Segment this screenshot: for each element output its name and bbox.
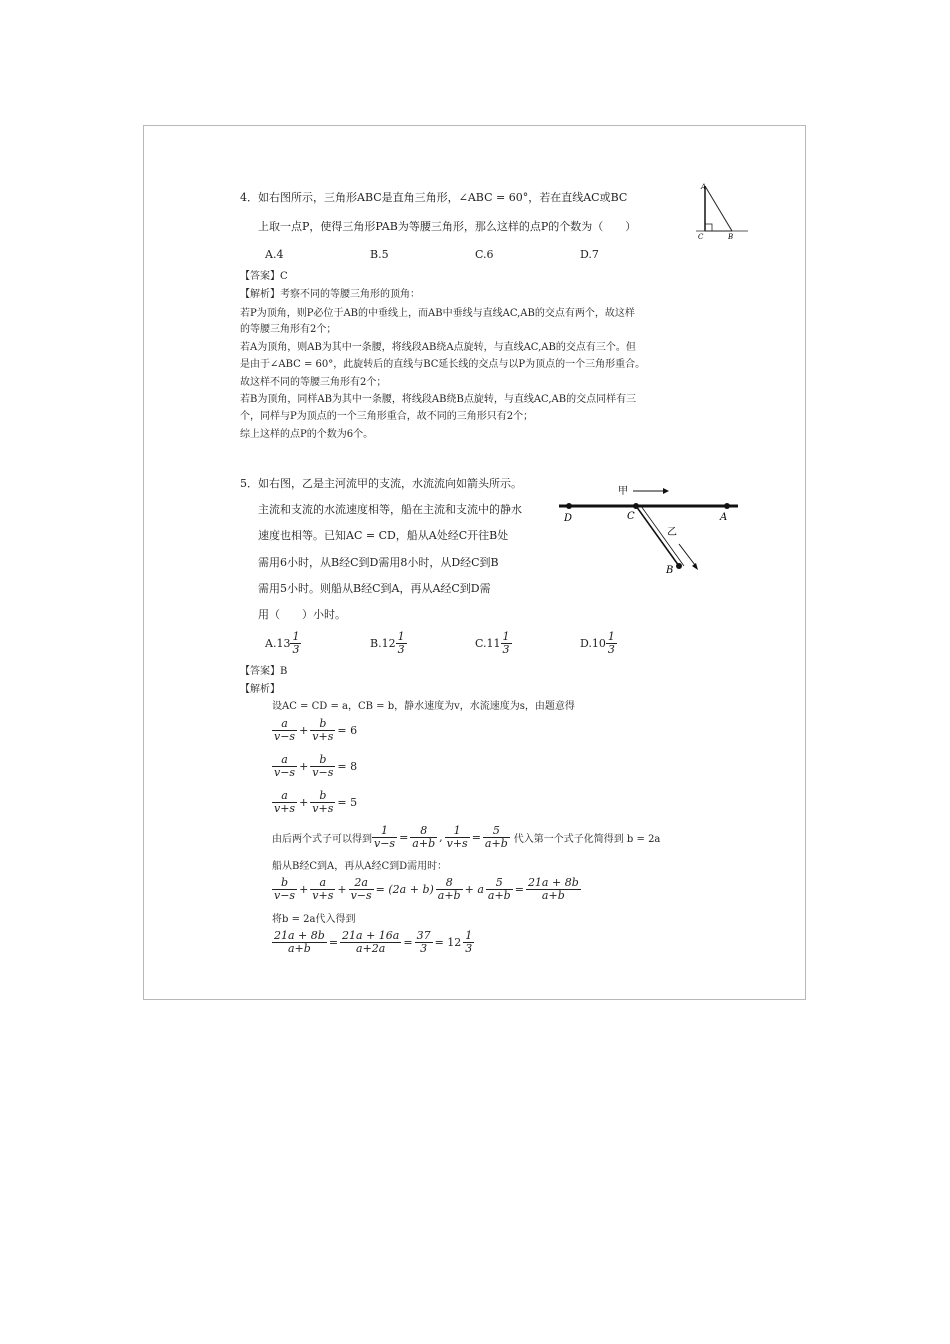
q5-label-c: C <box>627 511 635 522</box>
q5-river-figure <box>555 480 745 590</box>
q5-final-result: $\frac{21a + 8b}{a+b}$ = $\frac{21a + 16a}{a+2a}$ = $\frac{37}{3}$ = 12 $\frac{1}{3}$ <box>274 929 473 955</box>
q4-triangle-figure <box>692 183 752 241</box>
q4-label-b: B <box>728 233 734 241</box>
q4-analysis-6: 若B为顶角，同样AB为其中一条腰，将线段AB绕B点旋转，与直线AC,AB的交点同样有三 <box>240 394 637 405</box>
q4-analysis-4: 是由于∠ABC = 60°，此旋转后的直线与BC延长线的交点与以P为顶点的一个三角形重合。 <box>240 359 646 370</box>
q4-label-a: A <box>701 183 707 191</box>
q4-line2: 上取一点P，使得三角形PAB为等腰三角形，那么这样的点P的个数为（ ） <box>258 220 637 233</box>
q5-total-time: $\frac{b}{v-s}$ + $\frac{a}{v+s}$ + $\frac{2a}{v-s}$ = (2a + b) $\frac{8}{a+b}$ + a $\frac{5}{a+b}$ = $\frac{21a + 8b}{a+b}$ <box>274 876 579 902</box>
q4-option-a: A.4 <box>265 248 284 261</box>
q5-line-4: 需用5小时。则船从B经C到A，再从A经C到D需 <box>258 582 491 595</box>
q5-label-jia: 甲 <box>618 486 628 497</box>
q5-line-1: 主流和支流的水流速度相等，船在主流和支流中的静水 <box>258 503 522 516</box>
q4-analysis-5: 故这样不同的等腰三角形有2个； <box>240 377 387 388</box>
q5-line-0: 5．如右图，乙是主河流甲的支流，水流流向如箭头所示。 <box>240 477 522 490</box>
q5-option-a: A.13 $\frac{1}{3}$ <box>265 630 300 656</box>
q4-line1: 4．如右图所示，三角形ABC是直角三角形，∠ABC = 60°，若在直线AC或BC <box>240 191 628 204</box>
q5-label-yi: 乙 <box>667 527 677 538</box>
q5-setup: 设AC = CD = a，CB = b，静水速度为v，水流速度为s，由题意得 <box>272 701 575 712</box>
q5-answer: 【答案】B <box>240 666 288 677</box>
q4-label-c: C <box>698 233 704 241</box>
q5-option-b: B.12 $\frac{1}{3}$ <box>370 630 405 656</box>
q4-analysis-1: 若P为顶角，则P必位于AB的中垂线上，而AB中垂线与直线AC,AB的交点有两个，故这样 <box>240 308 635 319</box>
q4-option-d: D.7 <box>580 248 599 261</box>
q5-option-d: D.10 $\frac{1}{3}$ <box>580 630 615 656</box>
q5-line-5: 用（ ）小时。 <box>258 608 346 621</box>
q5-equation-1: $\frac{a}{v-s}$ + $\frac{b}{v+s}$ = 6 <box>274 717 358 743</box>
q5-equation-2: $\frac{a}{v-s}$ + $\frac{b}{v-s}$ = 8 <box>274 753 358 779</box>
q4-analysis-2: 的等腰三角形有2个； <box>240 324 337 335</box>
q4-analysis-7: 个，同样与P为顶点的一个三角形重合，故不同的三角形只有2个； <box>240 411 534 422</box>
q5-label-b: B <box>666 565 674 576</box>
q5-line-3: 需用6小时，从B经C到D需用8小时，从D经C到B <box>258 556 499 569</box>
q4-option-b: B.5 <box>370 248 389 261</box>
q4-option-c: C.6 <box>475 248 494 261</box>
q5-option-c: C.11 $\frac{1}{3}$ <box>475 630 510 656</box>
q4-analysis-0: 【解析】考察不同的等腰三角形的顶角： <box>240 289 420 300</box>
q5-label-d: D <box>564 513 573 524</box>
q5-line-2: 速度也相等。已知AC = CD，船从A处经C开往B处 <box>258 529 509 542</box>
q5-route-line: 船从B经C到A，再从A经C到D需用时： <box>272 861 448 872</box>
q4-answer: 【答案】C <box>240 271 288 282</box>
q5-equation-3: $\frac{a}{v+s}$ + $\frac{b}{v+s}$ = 5 <box>274 789 358 815</box>
q4-analysis-3: 若A为顶角，则AB为其中一条腰，将线段AB绕A点旋转，与直线AC,AB的交点有三个。但 <box>240 342 636 353</box>
q5-derivation: 由后两个式子可以得到 $\frac{1}{v-s}$ = $\frac{8}{a+b}$ , $\frac{1}{v+s}$ = $\frac{5}{a+b}$ 代入第一个式子化简得到 b = 2a <box>272 824 661 850</box>
q5-label-a: A <box>720 512 728 523</box>
q5-analysis-title: 【解析】 <box>240 684 280 695</box>
q4-analysis-8: 综上这样的点P的个数为6个。 <box>240 429 374 440</box>
q5-substitute: 将b = 2a代入得到 <box>272 914 356 925</box>
